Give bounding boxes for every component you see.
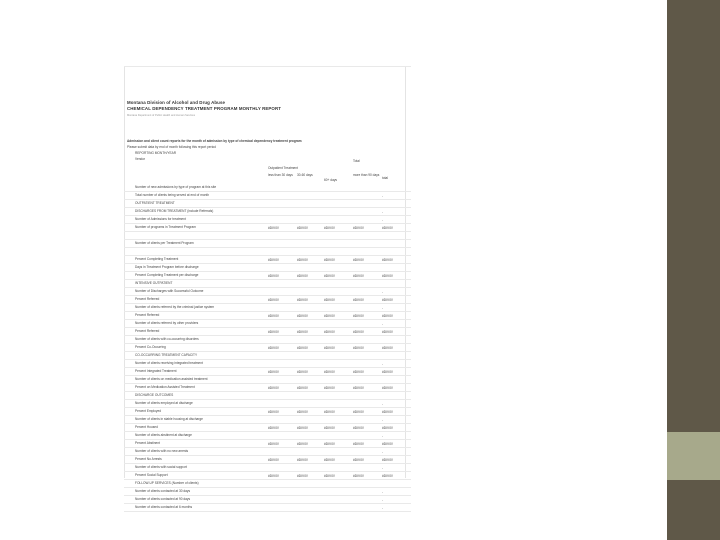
row-value-cell: #DIV/0!	[382, 274, 393, 278]
row-divider	[124, 399, 411, 400]
row-value-cell: #DIV/0!	[382, 370, 393, 374]
row-value-cell: -	[382, 450, 384, 454]
row-label: Number of clients contacted at 6 months	[135, 505, 193, 509]
row-divider	[124, 351, 411, 352]
row-value-cell: #DIV/0!	[324, 330, 335, 334]
row-label: Days in Treatment Program before discharge	[135, 265, 199, 269]
row-value-cell: -	[382, 466, 384, 470]
row-divider	[124, 439, 411, 440]
row-value-cell: #DIV/0!	[353, 298, 364, 302]
row-divider	[124, 319, 411, 320]
row-value-cell: #DIV/0!	[268, 298, 279, 302]
row-value-cell: #DIV/0!	[353, 258, 364, 262]
row-label: Number of clients with no new arrests	[135, 449, 189, 453]
row-value-cell: #DIV/0!	[268, 258, 279, 262]
group-header: Outpatient Treatment	[268, 166, 298, 170]
row-value-cell: #DIV/0!	[353, 458, 364, 462]
row-label: Number of clients in stable housing at discharge	[135, 417, 203, 421]
row-label: Number of clients referred by the criminal justice system	[135, 305, 215, 309]
row-value-cell: #DIV/0!	[324, 258, 335, 262]
row-label: Total number of clients being served at end of month	[135, 193, 210, 197]
col1-header: less than 30 days	[268, 173, 293, 177]
row-value-cell: #DIV/0!	[324, 442, 335, 446]
row-divider	[124, 239, 411, 240]
row-divider	[124, 223, 411, 224]
row-divider	[124, 215, 411, 216]
row-value-cell: #DIV/0!	[268, 314, 279, 318]
row-label: Number of programs in Treatment Program	[135, 225, 196, 229]
row-value-cell: #DIV/0!	[324, 370, 335, 374]
row-divider	[124, 431, 411, 432]
row-value-cell: #DIV/0!	[382, 386, 393, 390]
row-label: Number of clients receiving integrated treatment	[135, 361, 203, 365]
row-label: Percent Employed	[135, 409, 162, 413]
row-label: Number of clients with co-occurring disorders	[135, 337, 199, 341]
row-divider	[124, 279, 411, 280]
row-divider	[124, 247, 411, 248]
row-value-cell: -	[382, 306, 384, 310]
row-divider	[124, 295, 411, 296]
row-value-cell: #DIV/0!	[324, 458, 335, 462]
row-label: Number of new admissions by type of program at this site	[135, 185, 217, 189]
intro-line1: Admission and client count reports for the month of admission by type of chemical dependency treatment program	[127, 139, 302, 143]
row-label: OUTPATIENT TREATMENT	[135, 201, 175, 205]
row-value-cell: #DIV/0!	[324, 346, 335, 350]
row-value-cell: #DIV/0!	[353, 474, 364, 478]
row-value-cell: #DIV/0!	[297, 314, 308, 318]
row-value-cell: -	[382, 490, 384, 494]
row-divider	[124, 415, 411, 416]
row-divider	[124, 191, 411, 192]
row-value-cell: #DIV/0!	[297, 298, 308, 302]
row-value-cell: #DIV/0!	[382, 346, 393, 350]
row-divider	[124, 263, 411, 264]
row-value-cell: #DIV/0!	[268, 442, 279, 446]
row-divider	[124, 479, 411, 480]
row-value-cell: #DIV/0!	[353, 330, 364, 334]
row-divider	[124, 231, 411, 232]
row-divider	[124, 367, 411, 368]
agency-name: Montana Department of Public Health and Human Services	[127, 114, 196, 117]
row-divider	[124, 303, 411, 304]
row-value-cell: #DIV/0!	[353, 314, 364, 318]
row-value-cell: #DIV/0!	[297, 258, 308, 262]
row-value-cell: #DIV/0!	[353, 226, 364, 230]
row-divider	[124, 311, 411, 312]
row-value-cell: #DIV/0!	[324, 474, 335, 478]
row-value-cell: #DIV/0!	[382, 258, 393, 262]
row-divider	[124, 447, 411, 448]
row-divider	[124, 423, 411, 424]
row-label: Percent No Arrests	[135, 457, 162, 461]
row-value-cell: #DIV/0!	[268, 274, 279, 278]
row-value-cell: #DIV/0!	[297, 370, 308, 374]
row-value-cell: #DIV/0!	[324, 410, 335, 414]
row-value-cell: #DIV/0!	[324, 386, 335, 390]
row-value-cell: -	[382, 434, 384, 438]
row-divider	[124, 511, 411, 512]
row-label: Percent Integrated Treatment	[135, 369, 177, 373]
row-label: Percent Social Support	[135, 473, 168, 477]
intro-line2: Please submit data by end of month following this report period	[127, 145, 216, 149]
row-value-cell: #DIV/0!	[324, 298, 335, 302]
row-divider	[124, 471, 411, 472]
row-value-cell: #DIV/0!	[268, 346, 279, 350]
row-value-cell: #DIV/0!	[268, 386, 279, 390]
row-label: Percent on Medication Assisted Treatment	[135, 385, 195, 389]
row-divider	[124, 391, 411, 392]
row-label: FOLLOW-UP SERVICES (Number of clients)	[135, 481, 199, 485]
row-value-cell: -	[382, 506, 384, 510]
row-value-cell: -	[382, 210, 384, 214]
row-label: Number of clients contacted at 90 days	[135, 497, 191, 501]
row-divider	[124, 335, 411, 336]
row-value-cell: #DIV/0!	[353, 274, 364, 278]
row-label: CO-OCCURRING TREATMENT CAPACITY	[135, 353, 198, 357]
row-value-cell: -	[382, 498, 384, 502]
row-value-cell: #DIV/0!	[297, 274, 308, 278]
row-value-cell: #DIV/0!	[297, 410, 308, 414]
report-title-line1: Montana Division of Alcohol and Drug Abuse	[127, 100, 226, 105]
row-value-cell: #DIV/0!	[324, 426, 335, 430]
row-value-cell: #DIV/0!	[324, 314, 335, 318]
row-value-cell: -	[382, 362, 384, 366]
row-divider	[124, 383, 411, 384]
col2-header: 30-60 days	[297, 173, 313, 177]
row-label: Number of Admissions for treatment	[135, 217, 186, 221]
row-value-cell: #DIV/0!	[353, 410, 364, 414]
row-value-cell: #DIV/0!	[268, 226, 279, 230]
row-divider	[124, 271, 411, 272]
col5-header: total	[382, 176, 389, 180]
row-value-cell: #DIV/0!	[353, 370, 364, 374]
row-value-cell: #DIV/0!	[268, 426, 279, 430]
row-value-cell: #DIV/0!	[268, 410, 279, 414]
row-divider	[124, 199, 411, 200]
row-value-cell: #DIV/0!	[297, 474, 308, 478]
row-divider	[124, 287, 411, 288]
row-divider	[124, 495, 411, 496]
row-label: Percent Co-Occurring	[135, 345, 166, 349]
total-header: Total	[353, 159, 360, 163]
row-value-cell: #DIV/0!	[382, 410, 393, 414]
row-value-cell: #DIV/0!	[382, 330, 393, 334]
col3-header: 60+ days	[324, 178, 338, 182]
report-title-line2: CHEMICAL DEPENDENCY TREATMENT PROGRAM MONTHLY REPORT	[127, 106, 282, 111]
row-label: Number of clients contacted at 30 days	[135, 489, 191, 493]
row-value-cell: #DIV/0!	[297, 426, 308, 430]
row-value-cell: #DIV/0!	[353, 386, 364, 390]
reporting-month-label: REPORTING MONTH/YEAR	[135, 151, 177, 155]
row-label: INTENSIVE OUTPATIENT	[135, 281, 173, 285]
row-value-cell: -	[382, 322, 384, 326]
row-label: Number of Discharges with Successful Outcome	[135, 289, 204, 293]
row-label: Percent Referred	[135, 313, 160, 317]
row-divider	[124, 503, 411, 504]
row-value-cell: -	[382, 402, 384, 406]
row-label: Percent Abstinent	[135, 441, 160, 445]
row-value-cell: #DIV/0!	[297, 442, 308, 446]
row-value-cell: #DIV/0!	[382, 474, 393, 478]
row-value-cell: #DIV/0!	[353, 426, 364, 430]
row-value-cell: #DIV/0!	[268, 370, 279, 374]
row-value-cell: #DIV/0!	[382, 458, 393, 462]
row-divider	[124, 455, 411, 456]
row-divider	[124, 463, 411, 464]
row-label: Percent Completing Treatment	[135, 257, 179, 261]
row-value-cell: #DIV/0!	[297, 330, 308, 334]
row-label: Number of clients on medication assisted treatment	[135, 377, 208, 381]
row-label: Number of clients per Treatment Program	[135, 241, 194, 245]
row-label: Number of clients with social support	[135, 465, 187, 469]
row-value-cell: #DIV/0!	[268, 474, 279, 478]
row-divider	[124, 207, 411, 208]
row-value-cell: #DIV/0!	[268, 458, 279, 462]
row-divider	[124, 407, 411, 408]
vendor-label: Vendor	[135, 157, 146, 161]
row-divider	[124, 327, 411, 328]
row-label: DISCHARGES FROM TREATMENT (include Referrals)	[135, 209, 214, 213]
row-label: Percent Housed	[135, 425, 158, 429]
row-divider	[124, 375, 411, 376]
row-value-cell: -	[382, 218, 384, 222]
sidebar-accent-block	[667, 432, 720, 480]
row-label: Number of clients employed at discharge	[135, 401, 193, 405]
row-label: Number of clients referred by other providers	[135, 321, 199, 325]
row-divider	[124, 255, 411, 256]
row-value-cell: #DIV/0!	[297, 346, 308, 350]
row-label: DISCHARGE OUTCOMES	[135, 393, 174, 397]
row-value-cell: #DIV/0!	[382, 442, 393, 446]
row-value-cell: #DIV/0!	[324, 226, 335, 230]
row-value-cell: #DIV/0!	[353, 442, 364, 446]
row-value-cell: #DIV/0!	[382, 314, 393, 318]
row-value-cell: #DIV/0!	[324, 274, 335, 278]
row-value-cell: #DIV/0!	[297, 226, 308, 230]
row-value-cell: #DIV/0!	[382, 426, 393, 430]
row-value-cell: #DIV/0!	[268, 330, 279, 334]
row-value-cell: -	[382, 418, 384, 422]
row-value-cell: -	[382, 194, 384, 198]
row-value-cell: #DIV/0!	[297, 386, 308, 390]
row-label: Percent Completing Treatment per discharge	[135, 273, 199, 277]
row-value-cell: -	[382, 290, 384, 294]
row-value-cell: #DIV/0!	[297, 458, 308, 462]
row-value-cell: #DIV/0!	[353, 346, 364, 350]
col4-header: more than 90 days	[353, 173, 380, 177]
row-label: Percent Referred	[135, 297, 160, 301]
row-label: Percent Referred	[135, 329, 160, 333]
row-label: Number of clients abstinent at discharge	[135, 433, 192, 437]
row-value-cell: #DIV/0!	[382, 298, 393, 302]
row-value-cell: #DIV/0!	[382, 226, 393, 230]
row-divider	[124, 487, 411, 488]
row-divider	[124, 359, 411, 360]
row-divider	[124, 343, 411, 344]
report-sheet	[124, 66, 411, 510]
